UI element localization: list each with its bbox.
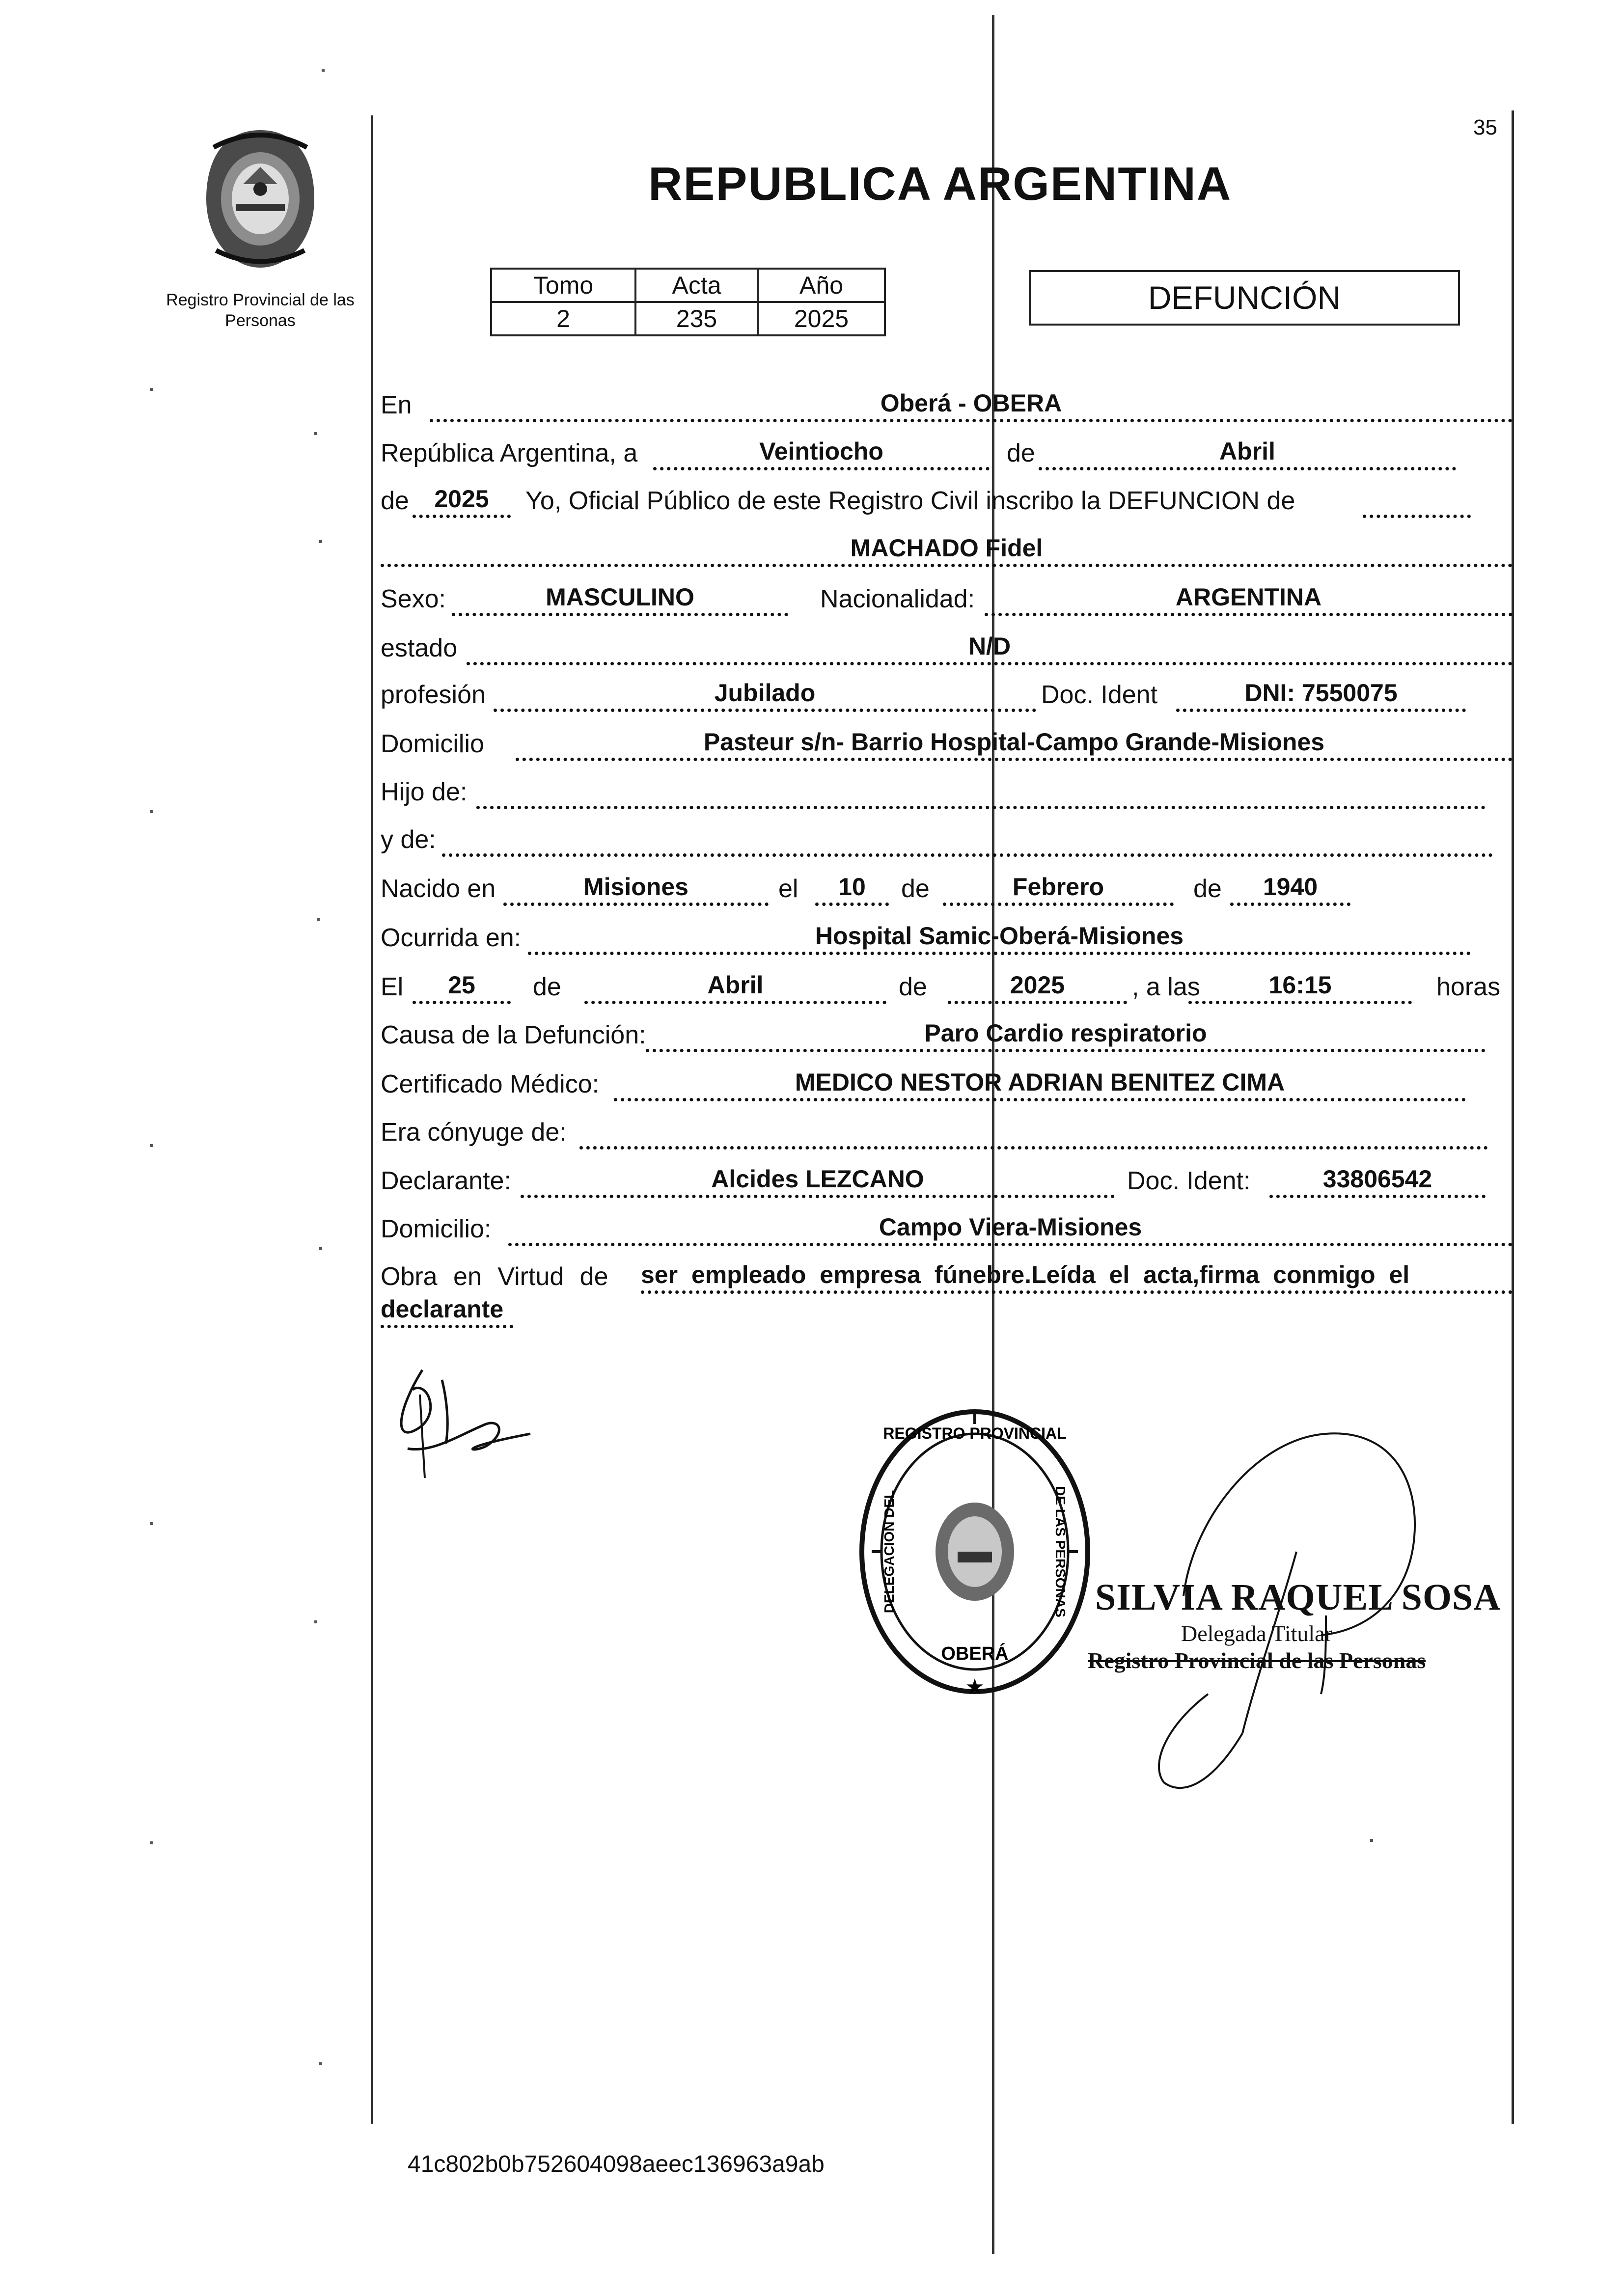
page-number: 35 bbox=[1473, 115, 1497, 139]
scan-speck bbox=[314, 432, 317, 435]
medical-certificate-field: MEDICO NESTOR ADRIAN BENITEZ CIMA bbox=[614, 1069, 1466, 1101]
authority-field: ser empleado empresa fúnebre.Leída el acta,firma conmigo el bbox=[641, 1262, 1513, 1294]
scan-speck bbox=[150, 1522, 153, 1525]
scan-speck bbox=[319, 2062, 322, 2065]
scan-speck bbox=[322, 69, 325, 72]
birth-de2-label: de bbox=[1193, 875, 1222, 903]
obra-label: Obra en Virtud de bbox=[381, 1262, 608, 1291]
day-field: Veintiocho bbox=[653, 438, 990, 470]
book-header-acta: Acta bbox=[635, 269, 758, 302]
de-year-label: de bbox=[381, 487, 409, 515]
row-mother bbox=[381, 825, 1515, 854]
row-place bbox=[381, 390, 1515, 420]
birth-day-field: 10 bbox=[815, 874, 889, 906]
cause-of-death-field: Paro Cardio respiratorio bbox=[646, 1020, 1486, 1052]
official-role: Delegada Titular bbox=[1181, 1621, 1332, 1646]
official-office: Registro Provincial de las Personas bbox=[1088, 1648, 1426, 1673]
address-field: Pasteur s/n- Barrio Hospital-Campo Grande-Misiones bbox=[516, 729, 1513, 761]
official-name: SILVIA RAQUEL SOSA bbox=[1095, 1577, 1501, 1618]
book-header-anio: Año bbox=[758, 269, 885, 302]
causa-label: Causa de la Defunción: bbox=[381, 1021, 646, 1049]
scan-speck bbox=[314, 1620, 317, 1623]
death-day-field: 25 bbox=[413, 972, 511, 1004]
doc-ident-field: DNI: 7550075 bbox=[1176, 680, 1466, 712]
row-name bbox=[381, 535, 1515, 565]
row-birth bbox=[381, 874, 1515, 903]
year-field: 2025 bbox=[413, 486, 511, 518]
misiones-emblem-icon bbox=[194, 125, 327, 273]
domicilio-label: Domicilio bbox=[381, 730, 484, 758]
birth-de-label: de bbox=[901, 875, 930, 903]
record-type-box: DEFUNCIÓN bbox=[1029, 270, 1460, 326]
row-authority bbox=[381, 1262, 1515, 1291]
row-certificate bbox=[381, 1069, 1515, 1099]
death-de-label: de bbox=[533, 973, 561, 1001]
row-inscription bbox=[381, 486, 1515, 516]
row-sex bbox=[381, 584, 1515, 614]
book-value-acta: 235 bbox=[635, 302, 758, 335]
nacionalidad-label: Nacionalidad: bbox=[820, 585, 975, 613]
row-declarant bbox=[381, 1166, 1515, 1196]
hijo-label: Hijo de: bbox=[381, 778, 468, 806]
svg-text:DELEGACION DEL: DELEGACION DEL bbox=[881, 1490, 897, 1614]
document-title: REPUBLICA ARGENTINA bbox=[648, 158, 1232, 210]
declarant-address-field: Campo Viera-Misiones bbox=[508, 1214, 1513, 1246]
row-date bbox=[381, 438, 1515, 468]
death-month-field: Abril bbox=[584, 972, 886, 1004]
month-field: Abril bbox=[1039, 438, 1456, 470]
yde-label: y de: bbox=[381, 825, 436, 854]
republica-label: República Argentina, a bbox=[381, 439, 638, 467]
sex-field: MASCULINO bbox=[452, 584, 788, 616]
declarant-field: Alcides LEZCANO bbox=[521, 1166, 1115, 1198]
nacido-label: Nacido en bbox=[381, 875, 496, 903]
inscription-text: Yo, Oficial Público de este Registro Civil inscribo la DEFUNCION de bbox=[525, 487, 1295, 515]
book-value-tomo: 2 bbox=[491, 302, 635, 335]
book-value-anio: 2025 bbox=[758, 302, 885, 335]
el2-label: El bbox=[381, 973, 404, 1001]
row-civil-status bbox=[381, 633, 1515, 663]
conyuge-label: Era cónyuge de: bbox=[381, 1118, 567, 1147]
mother-field bbox=[442, 825, 1493, 857]
row-declarant-address bbox=[381, 1214, 1515, 1244]
decl-domicilio-label: Domicilio: bbox=[381, 1215, 492, 1243]
left-margin-rule bbox=[371, 115, 373, 2124]
deceased-name-field: MACHADO Fidel bbox=[381, 535, 1513, 567]
profession-field: Jubilado bbox=[494, 680, 1036, 712]
estado-label: estado bbox=[381, 634, 458, 662]
scan-speck bbox=[150, 388, 153, 391]
row-father bbox=[381, 777, 1515, 807]
birthplace-field: Misiones bbox=[503, 874, 769, 906]
registry-label: Registro Provincial de las Personas bbox=[166, 291, 355, 330]
svg-text:DE LAS PERSONAS: DE LAS PERSONAS bbox=[1053, 1486, 1068, 1617]
row-address bbox=[381, 729, 1515, 759]
inscription-tail-field bbox=[1363, 486, 1471, 518]
row-profession bbox=[381, 680, 1515, 710]
svg-text:★: ★ bbox=[965, 1674, 985, 1699]
el-label: el bbox=[778, 875, 798, 903]
scan-speck bbox=[150, 810, 153, 813]
time-field: 16:15 bbox=[1188, 972, 1412, 1004]
svg-text:REGISTRO PROVINCIAL: REGISTRO PROVINCIAL bbox=[883, 1424, 1067, 1442]
en-label: En bbox=[381, 391, 412, 419]
row-spouse bbox=[381, 1118, 1515, 1147]
scan-speck bbox=[150, 1144, 153, 1147]
birth-month-field: Febrero bbox=[943, 874, 1174, 906]
declarant-doc-field: 33806542 bbox=[1269, 1166, 1486, 1198]
ocurrida-label: Ocurrida en: bbox=[381, 924, 522, 952]
scan-speck bbox=[317, 918, 320, 921]
death-de2-label: de bbox=[899, 973, 927, 1001]
scan-speck bbox=[1370, 1839, 1373, 1842]
book-header-tomo: Tomo bbox=[491, 269, 635, 302]
row-death-date bbox=[381, 972, 1515, 1002]
decl-doc-label: Doc. Ident: bbox=[1127, 1167, 1251, 1195]
place-of-death-field: Hospital Samic-Oberá-Misiones bbox=[528, 923, 1471, 955]
row-occurred bbox=[381, 923, 1515, 953]
row-cause bbox=[381, 1020, 1515, 1050]
stamp-town: OBERÁ bbox=[941, 1643, 1009, 1664]
row-authority-cont bbox=[381, 1296, 1515, 1326]
civil-status-field: N/D bbox=[467, 633, 1513, 665]
death-year-field: 2025 bbox=[948, 972, 1127, 1004]
official-stamp-icon bbox=[852, 1404, 1098, 1719]
document-hash: 41c802b0b752604098aeec136963a9ab bbox=[408, 2151, 825, 2177]
scan-speck bbox=[319, 540, 322, 543]
book-reference-table bbox=[490, 268, 886, 336]
scan-speck bbox=[319, 1247, 322, 1250]
sexo-label: Sexo: bbox=[381, 585, 446, 613]
doc-ident-label: Doc. Ident bbox=[1041, 681, 1158, 709]
de-label: de bbox=[1007, 439, 1035, 467]
spouse-field bbox=[579, 1118, 1488, 1150]
horas-label: horas bbox=[1436, 973, 1501, 1001]
nationality-field: ARGENTINA bbox=[985, 584, 1513, 616]
birth-year-field: 1940 bbox=[1230, 874, 1350, 906]
declarante-label: Declarante: bbox=[381, 1167, 511, 1195]
a-las-label: , a las bbox=[1132, 973, 1200, 1001]
certificado-label: Certificado Médico: bbox=[381, 1070, 600, 1098]
authority-field-cont: declarante bbox=[381, 1296, 513, 1328]
profesion-label: profesión bbox=[381, 681, 486, 709]
place-field: Oberá - OBERA bbox=[430, 390, 1513, 422]
father-field bbox=[476, 777, 1486, 809]
scan-speck bbox=[150, 1841, 153, 1844]
declarant-signature-icon bbox=[388, 1360, 535, 1478]
